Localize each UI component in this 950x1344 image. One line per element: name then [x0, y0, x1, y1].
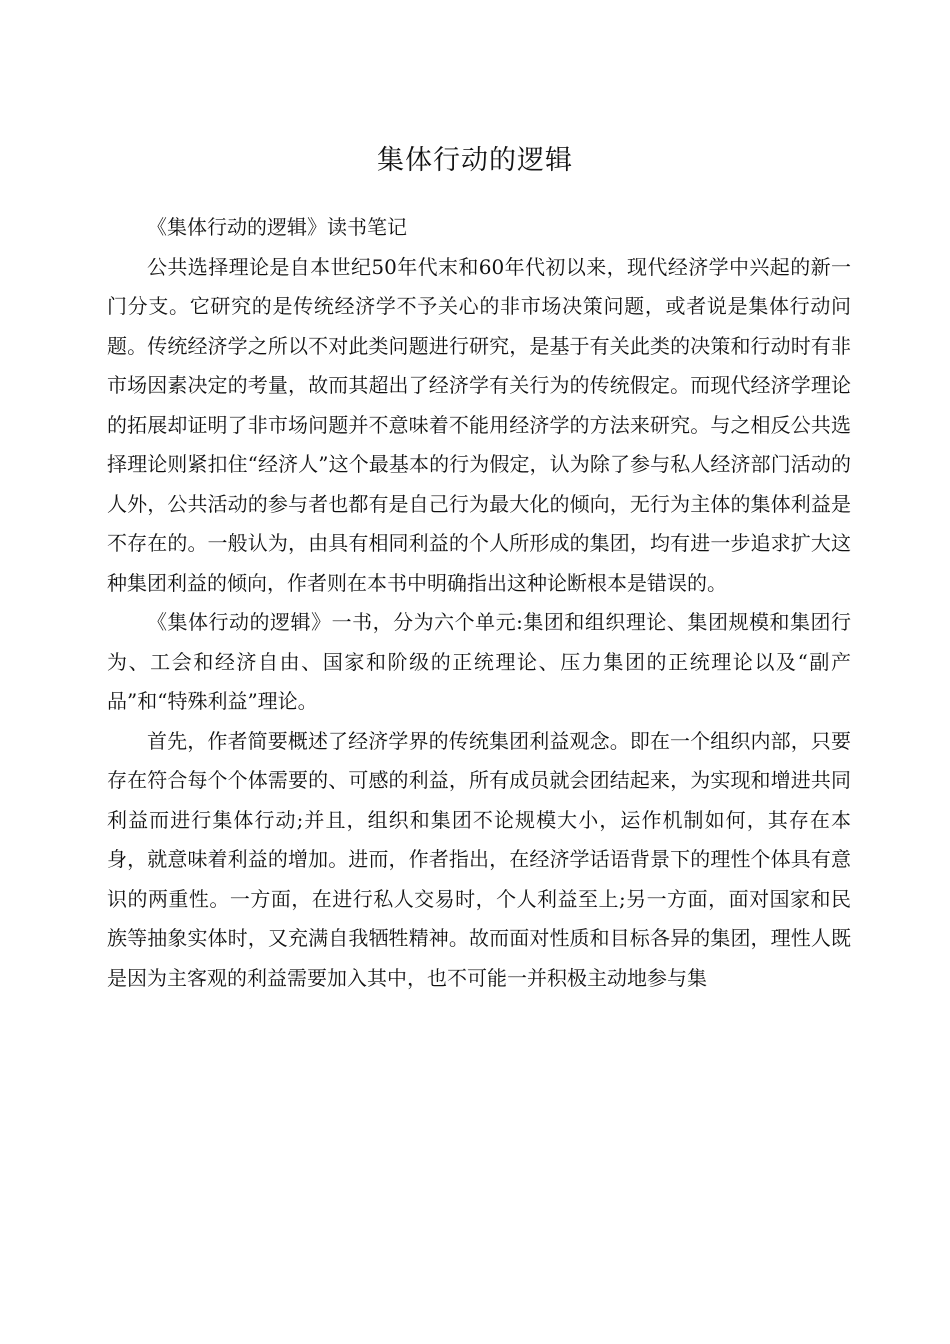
- document-subtitle: 《集体行动的逻辑》读书笔记: [147, 215, 407, 239]
- paragraph-intro: 公共选择理论是自本世纪50年代末和60年代初以来，现代经济学中兴起的新一门分支。它研究的是传统经济学不予关心的非市场决策问题，或者说是集体行动问题。传统经济学之所以不对此类问题进行研究，是基于有关此类的决策和行动时有非市场因素决定的考量，故而其超出了经济学有关行为的传统假定。而现代经济学理论的拓展却证明了非市场问题并不意味着不能用经济学的方法来研究。与之相反公共选择理论则紧扣住“经济人”这个最基本的行为假定，认为除了参与私人经济部门活动的人外，公共活动的参与者也都有是自己行为最大化的倾向，无行为主体的集体利益是不存在的。一般认为，由具有相同利益的个人所形成的集团，均有进一步追求扩大这种集团利益的倾向，作者则在本书中明确指出这种论断根本是错误的。: [107, 254, 851, 595]
- paragraph-structure: 《集体行动的逻辑》一书，分为六个单元:集团和组织理论、集团规模和集团行为、工会和经济自由、国家和阶级的正统理论、压力集团的正统理论以及“副产品”和“特殊利益”理论。: [107, 610, 851, 713]
- page-title: 集体行动的逻辑: [377, 145, 573, 176]
- paragraph-analysis: 首先，作者简要概述了经济学界的传统集团利益观念。即在一个组织内部，只要存在符合每个个体需要的、可感的利益，所有成员就会团结起来，为实现和增进共同利益而进行集体行动;并且，组织和集团不论规模大小，运作机制如何，其存在本身，就意味着利益的增加。进而，作者指出，在经济学话语背景下的理性个体具有意识的两重性。一方面，在进行私人交易时，个人利益至上;另一方面，面对国家和民族等抽象实体时，又充满自我牺牲精神。故而面对性质和目标各异的集团，理性人既是因为主客观的利益需要加入其中，也不可能一并积极主动地参与集: [107, 728, 851, 990]
- document-body: [107, 208, 851, 998]
